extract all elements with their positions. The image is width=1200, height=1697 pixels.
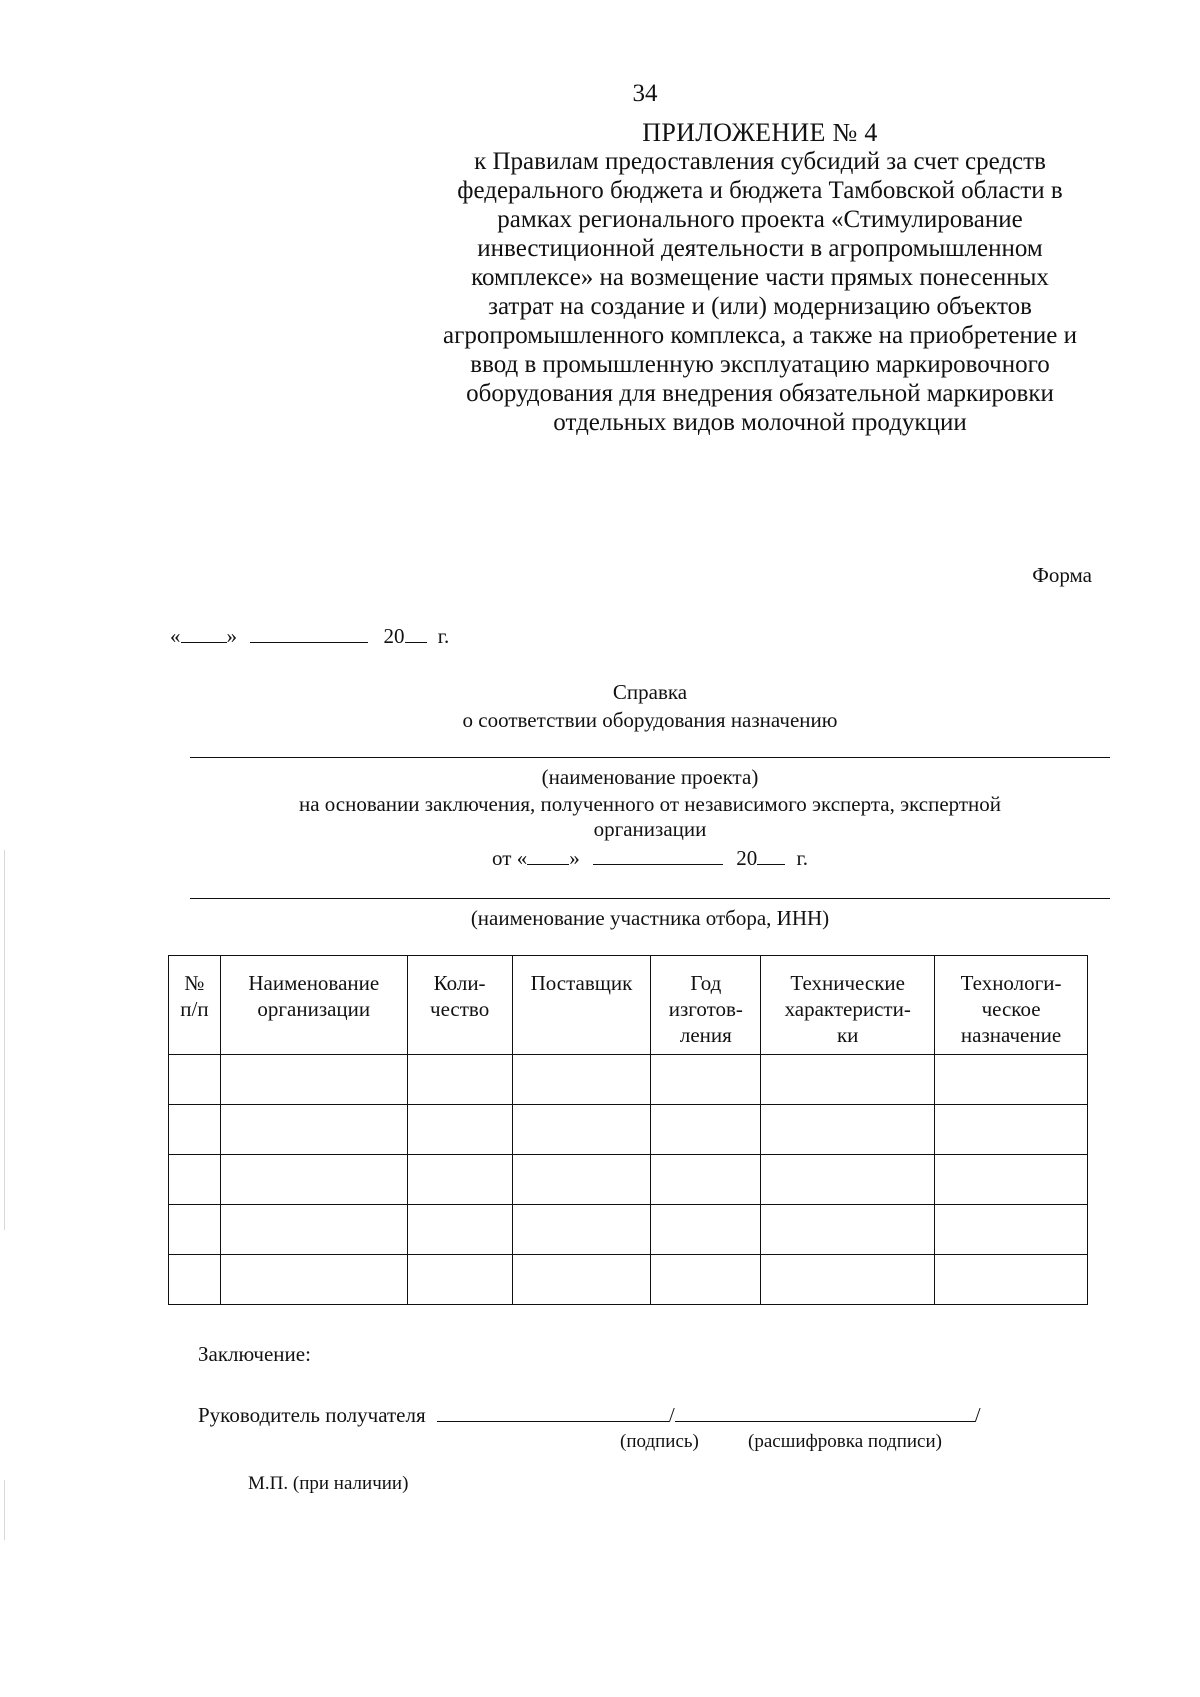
- table-cell[interactable]: [407, 1155, 512, 1205]
- col-header-year: Год изготов- ления: [651, 956, 761, 1055]
- table-cell[interactable]: [220, 1255, 407, 1305]
- table-cell[interactable]: [512, 1205, 651, 1255]
- col-header-quantity: Коли- чество: [407, 956, 512, 1055]
- table-cell[interactable]: [407, 1255, 512, 1305]
- scan-edge-mark: [4, 1480, 5, 1540]
- date-line: [170, 624, 449, 649]
- appendix-line: инвестиционной деятельности в агропромышленном: [477, 235, 1043, 262]
- table-cell[interactable]: [220, 1155, 407, 1205]
- year-blank[interactable]: [405, 626, 427, 643]
- appendix-heading: [380, 118, 1140, 437]
- table-cell[interactable]: [169, 1055, 221, 1105]
- date-close-quote: »: [226, 624, 237, 648]
- appendix-line: ввод в промышленную эксплуатацию маркировочного: [470, 351, 1050, 378]
- appendix-line: агропромышленного комплекса, а также на приобретение и: [443, 322, 1077, 349]
- year-suffix: г.: [437, 624, 450, 648]
- table-cell[interactable]: [169, 1205, 221, 1255]
- conclusion-label: Заключение:: [198, 1342, 311, 1366]
- table-cell[interactable]: [761, 1205, 935, 1255]
- from-prefix: от «: [492, 846, 528, 870]
- table-cell[interactable]: [512, 1055, 651, 1105]
- signature-field[interactable]: [437, 1405, 669, 1422]
- table-cell[interactable]: [169, 1105, 221, 1155]
- table-row: [169, 1255, 1088, 1305]
- table-cell[interactable]: [651, 1205, 761, 1255]
- table-cell[interactable]: [935, 1155, 1088, 1205]
- form-label: Форма: [1032, 563, 1092, 587]
- signature-slash: /: [668, 1403, 675, 1427]
- decode-caption: (расшифровка подписи): [748, 1431, 942, 1452]
- table-cell[interactable]: [761, 1055, 935, 1105]
- year-prefix: 20: [383, 624, 405, 648]
- from-month-blank[interactable]: [593, 848, 723, 865]
- stamp-note: М.П. (при наличии): [248, 1473, 409, 1494]
- from-year-blank[interactable]: [757, 848, 785, 865]
- col-header-supplier: Поставщик: [512, 956, 651, 1055]
- table-cell[interactable]: [761, 1105, 935, 1155]
- table-cell[interactable]: [407, 1055, 512, 1105]
- appendix-line: рамках регионального проекта «Стимулирование: [497, 206, 1023, 233]
- from-year-suffix: г.: [796, 846, 808, 870]
- appendix-line: к Правилам предоставления субсидий за счет средств: [474, 148, 1046, 175]
- table-cell[interactable]: [220, 1205, 407, 1255]
- col-header-number: № п/п: [169, 956, 221, 1055]
- basis-line: организации: [593, 817, 707, 841]
- table-cell[interactable]: [512, 1255, 651, 1305]
- basis-line: на основании заключения, полученного от независимого эксперта, экспертной: [298, 792, 1002, 816]
- table-cell[interactable]: [220, 1055, 407, 1105]
- table-cell[interactable]: [761, 1155, 935, 1205]
- table-cell[interactable]: [169, 1255, 221, 1305]
- table-cell[interactable]: [935, 1055, 1088, 1105]
- signature-decode-field[interactable]: [675, 1405, 975, 1422]
- table-row: [169, 1105, 1088, 1155]
- table-row: [169, 1205, 1088, 1255]
- project-name-field[interactable]: [190, 757, 1110, 758]
- project-caption: (наименование проекта): [541, 765, 759, 789]
- from-date-line: [0, 846, 1200, 871]
- table-header-row: [169, 956, 1088, 1055]
- date-open-quote: «: [170, 624, 181, 648]
- col-header-specs: Технические характеристи- ки: [761, 956, 935, 1055]
- appendix-line: отдельных видов молочной продукции: [553, 409, 967, 436]
- appendix-line: федерального бюджета и бюджета Тамбовской области в: [457, 177, 1063, 204]
- appendix-title: ПРИЛОЖЕНИЕ № 4: [642, 118, 878, 147]
- table-cell[interactable]: [935, 1105, 1088, 1155]
- from-day-blank[interactable]: [527, 848, 569, 865]
- table-row: [169, 1055, 1088, 1105]
- table-cell[interactable]: [512, 1155, 651, 1205]
- table-cell[interactable]: [651, 1155, 761, 1205]
- month-blank[interactable]: [250, 626, 368, 643]
- table-cell[interactable]: [651, 1055, 761, 1105]
- table-body: [169, 1055, 1088, 1305]
- page-number: 34: [632, 80, 658, 107]
- sign-caption: (подпись): [620, 1431, 699, 1452]
- table-cell[interactable]: [935, 1205, 1088, 1255]
- table-cell[interactable]: [169, 1155, 221, 1205]
- appendix-line: комплексе» на возмещение части прямых понесенных: [471, 264, 1049, 291]
- from-quote-close: »: [569, 846, 580, 870]
- signature-line: [198, 1403, 981, 1428]
- appendix-line: оборудования для внедрения обязательной маркировки: [466, 380, 1054, 407]
- table-cell[interactable]: [220, 1105, 407, 1155]
- from-year-prefix: 20: [736, 846, 758, 870]
- table-cell[interactable]: [651, 1255, 761, 1305]
- table-cell[interactable]: [512, 1105, 651, 1155]
- day-blank[interactable]: [181, 626, 227, 643]
- table-cell[interactable]: [651, 1105, 761, 1155]
- table-cell[interactable]: [407, 1105, 512, 1155]
- table-cell[interactable]: [407, 1205, 512, 1255]
- table-cell[interactable]: [935, 1255, 1088, 1305]
- equipment-table: [168, 955, 1088, 1305]
- document-title: Справка: [612, 680, 688, 704]
- basis-text: [0, 792, 1200, 842]
- participant-name-field[interactable]: [190, 898, 1110, 899]
- document-subtitle: о соответствии оборудования назначению: [462, 708, 838, 732]
- participant-caption: (наименование участника отбора, ИНН): [470, 906, 830, 930]
- signature-label: Руководитель получателя: [198, 1403, 426, 1427]
- col-header-organization: Наименование организации: [220, 956, 407, 1055]
- signature-slash: /: [974, 1403, 981, 1427]
- col-header-purpose: Технологи- ческое назначение: [935, 956, 1088, 1055]
- appendix-line: затрат на создание и (или) модернизацию объектов: [488, 293, 1032, 320]
- table-cell[interactable]: [761, 1255, 935, 1305]
- table-row: [169, 1155, 1088, 1205]
